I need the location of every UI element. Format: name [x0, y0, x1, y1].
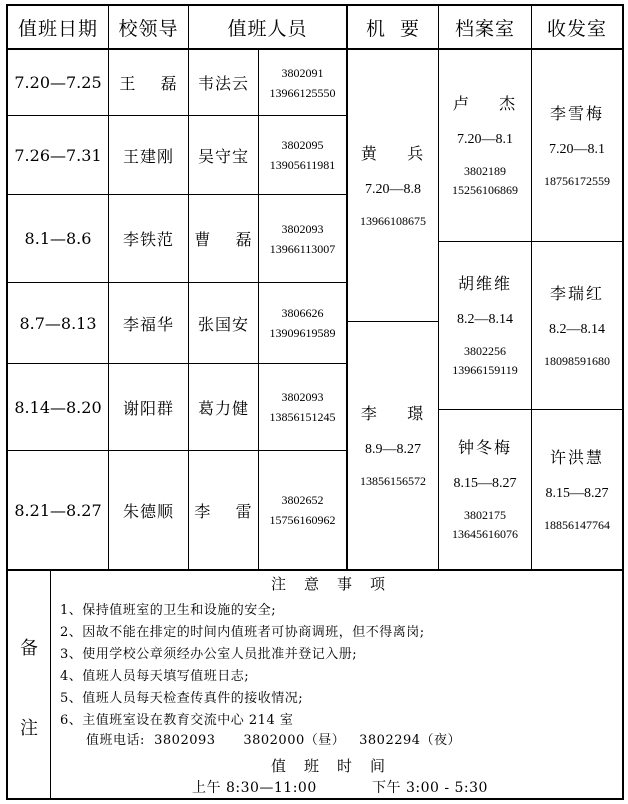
phone-office: 3802093: [281, 390, 324, 404]
phone-office: 3802652: [281, 493, 324, 507]
notes-label-top: 备: [20, 638, 38, 659]
row-leader: 谢阳群: [122, 398, 174, 418]
phone-mobile: 13966113007: [269, 241, 336, 256]
person-name: 李瑞红: [549, 283, 604, 303]
duty-dates: 7.20—8.8: [365, 181, 421, 197]
duty-phone-line: 值班电话: 3802093 3802000（昼） 3802294（夜）: [86, 733, 462, 748]
row-date: 8.7—8.13: [19, 313, 97, 333]
note-item: 6、主值班室设在教育交流中心 214 室: [60, 713, 294, 728]
person-name: 黄 兵: [360, 143, 426, 163]
notes-title: 注意事项: [270, 575, 403, 593]
row-date: 8.14—8.20: [14, 397, 102, 417]
duty-time-morning: 上午 8:30—11:00: [192, 780, 317, 796]
jiyao-period: [348, 50, 438, 321]
phone-mobile: 13856156572: [360, 473, 426, 488]
notes-label-bottom: 注: [20, 718, 38, 739]
note-item: 3、使用学校公章须经办公室人员批准并登记入册;: [60, 647, 358, 662]
archive-period: [439, 50, 531, 241]
person-name: 钟冬梅: [457, 438, 512, 457]
person-name: 李雪梅: [549, 103, 604, 123]
note-item: 2、因故不能在排定的时间内值班者可协商调班，但不得离岗;: [60, 625, 425, 640]
header-mailroom: 收发室: [546, 17, 607, 40]
person-name: 许洪慧: [549, 447, 604, 467]
phone-mobile: 13905611981: [269, 158, 336, 172]
duty-dates: 8.15—8.27: [453, 476, 517, 491]
phone-office: 3802095: [281, 138, 324, 152]
jiyao-period: [348, 322, 438, 569]
archive-period: [439, 410, 531, 569]
note-item: 4、值班人员每天填写值班日志;: [60, 669, 250, 684]
phone-mobile: 13856151245: [269, 410, 336, 424]
phone-mobile: 13645616076: [452, 527, 518, 541]
row-staff: 葛力健: [197, 398, 249, 418]
person-name: 胡维维: [457, 274, 512, 293]
duty-dates: 8.15—8.27: [545, 485, 609, 501]
row-staff: 曹 磊: [194, 230, 253, 249]
row-date: 7.26—7.31: [14, 145, 102, 165]
phone-mobile: 15256106869: [452, 183, 518, 197]
archive-period: [439, 242, 531, 409]
phone-office: 3806626: [281, 306, 324, 320]
phone-office: 3802256: [464, 344, 506, 358]
mailroom-period: [532, 50, 622, 241]
note-item: 5、值班人员每天检查传真件的接收情况;: [60, 691, 304, 706]
phone-office: 3802093: [281, 221, 324, 236]
row-staff: 吴守宝: [197, 146, 249, 166]
row-staff: 李 雷: [194, 501, 253, 521]
duty-dates: 8.2—8.14: [549, 321, 605, 337]
duty-schedule-table: [6, 4, 624, 800]
phone-mobile: 18856147764: [544, 517, 610, 532]
row-staff: 张国安: [197, 314, 249, 334]
row-leader: 王建刚: [122, 146, 174, 166]
row-leader: 朱德顺: [122, 501, 174, 521]
row-phones: [259, 283, 346, 363]
duty-dates: 8.9—8.27: [365, 441, 421, 457]
row-phones: [259, 451, 346, 569]
duty-dates: 7.20—8.1: [457, 132, 513, 147]
phone-office: 3802091: [281, 65, 324, 80]
row-leader: 李福华: [122, 314, 174, 334]
header-jiyao: 机 要: [365, 17, 421, 40]
row-date: 7.20—7.25: [14, 73, 102, 92]
phone-mobile: 13966108675: [360, 213, 426, 228]
phone-mobile: 13966125550: [269, 85, 336, 100]
row-staff: 韦法云: [197, 74, 249, 93]
row-leader: 李铁范: [122, 230, 174, 249]
duty-dates: 7.20—8.1: [549, 141, 605, 157]
phone-mobile: 18756172559: [544, 173, 610, 188]
duty-time-afternoon: 下午 3:00 - 5:30: [372, 780, 488, 796]
duty-dates: 8.2—8.14: [457, 312, 513, 327]
row-phones: [259, 116, 346, 194]
mailroom-period: [532, 410, 622, 569]
header-staff: 值班人员: [227, 17, 308, 40]
mailroom-period: [532, 242, 622, 409]
phone-mobile: 18098591680: [544, 353, 610, 368]
note-item: 1、保持值班室的卫生和设施的安全;: [60, 603, 277, 618]
person-name: 卢 杰: [452, 94, 518, 113]
row-date: 8.1—8.6: [24, 229, 92, 248]
row-leader: 王 磊: [119, 74, 178, 93]
row-phones: [259, 364, 346, 450]
phone-office: 3802189: [464, 164, 506, 178]
duty-time-title: 值班时间: [270, 757, 403, 775]
phone-office: 3802175: [464, 508, 506, 522]
row-phones: [259, 50, 346, 115]
phone-mobile: 13909619589: [269, 326, 336, 340]
row-phones: [259, 195, 346, 282]
header-date: 值班日期: [17, 17, 98, 40]
phone-mobile: 15756160962: [269, 513, 336, 527]
header-archive: 档案室: [454, 17, 515, 40]
phone-mobile: 13966159119: [452, 363, 518, 377]
header-leader: 校领导: [118, 17, 179, 40]
person-name: 李 璟: [360, 403, 426, 423]
row-date: 8.21—8.27: [14, 500, 102, 520]
